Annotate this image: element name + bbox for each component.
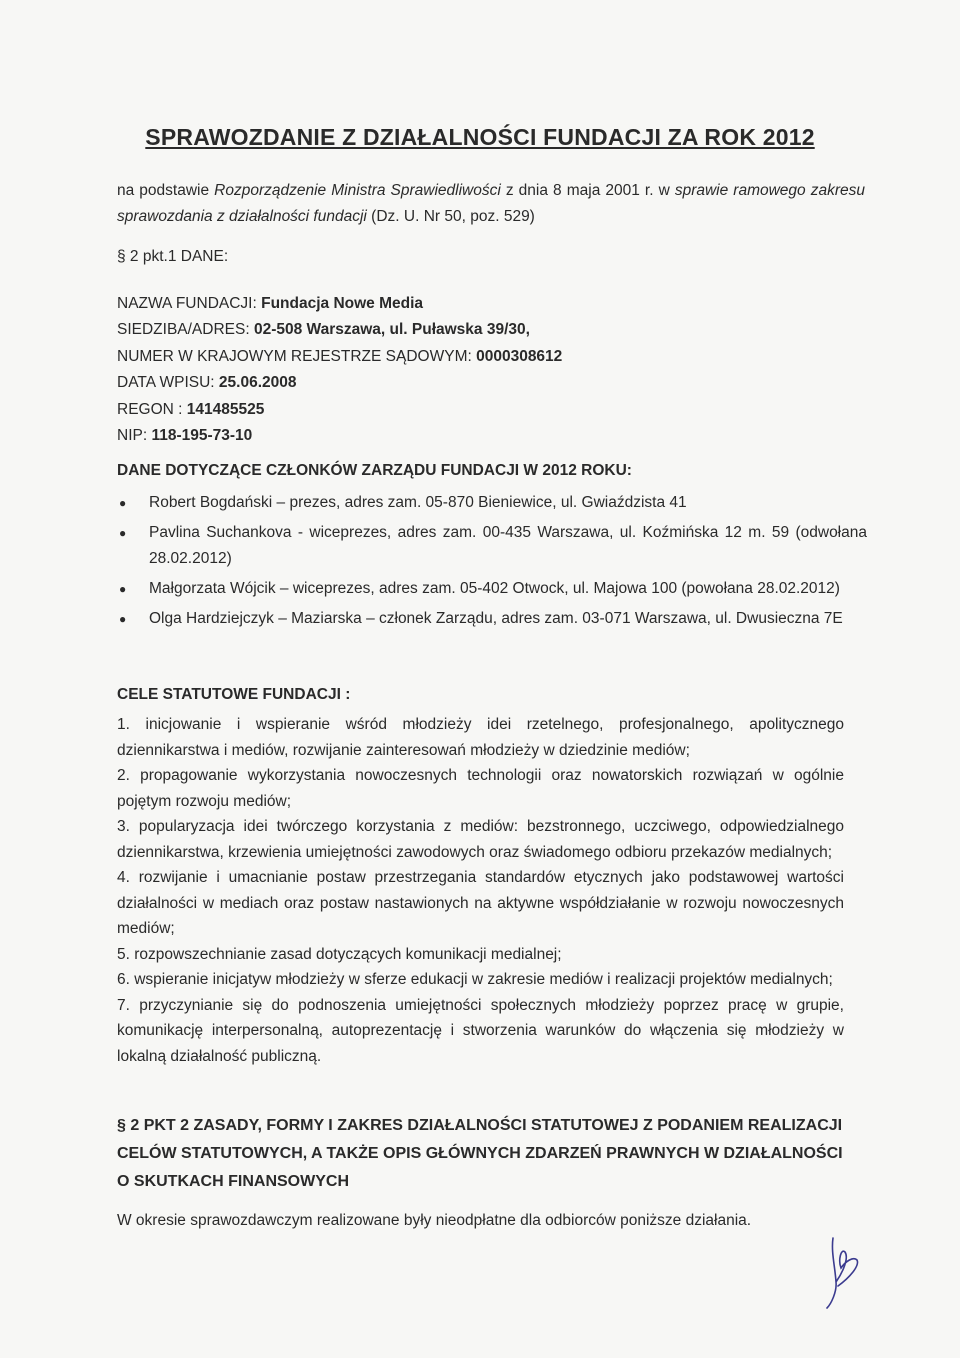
intro-regulation-scope: sprawie ramowego zakresu sprawozdania z działalności fundacji — [117, 182, 865, 225]
field-registration-date — [117, 370, 562, 397]
board-member: Pavlina Suchankova - wiceprezes, adres zam. 00-435 Warszawa, ul. Koźmińska 12 m. 59 (odwołana 28.02.2012) — [149, 524, 867, 567]
field-value: 141485525 — [186, 400, 265, 418]
list-item — [117, 576, 867, 602]
legal-basis-paragraph — [117, 178, 865, 230]
list-item: 7. przyczynianie się do podnoszenia umiejętności społecznych młodzieży poprzez pracę w grupie, komunikację interpersonalną, autoprezentację i stworzenia warunków do włączenia się młodzieży w lokalną działalność publiczną. — [117, 996, 844, 1065]
field-label: NUMER W KRAJOWYM REJESTRZE SĄDOWYM: — [117, 347, 477, 365]
bullet-icon: ● — [119, 582, 127, 596]
intro-regulation: Rozporządzenie Ministra Sprawiedliwości — [214, 182, 501, 199]
intro-suffix: (Dz. U. Nr 50, poz. 529) — [366, 208, 535, 225]
closing-paragraph: W okresie sprawozdawczym realizowane były nieodpłatne dla odbiorców poniższe działania. — [117, 1212, 752, 1229]
field-krs — [117, 344, 562, 371]
field-label: SIEDZIBA/ADRES: — [117, 321, 254, 338]
field-value: 25.06.2008 — [218, 374, 297, 391]
list-item: 1. inicjowanie i wspieranie wśród młodzieży idei rzetelnego, profesjonalnego, apolitycznego dziennikarstwa i mediów, rozwijanie zainteresowań młodzieży w dziedzinie mediów; — [117, 716, 844, 759]
field-name — [117, 291, 562, 318]
field-label: NIP: — [117, 427, 152, 444]
field-value: 118-195-73-10 — [151, 427, 253, 444]
list-item: 4. rozwijanie i umacnianie postaw przestrzegania standardów etycznych jako podstawowej wartości działalności w mediach oraz postaw nastawionych na aktywne współdziałanie w rozwoju nowoczesnych mediów; — [117, 869, 844, 937]
goals-list — [117, 712, 844, 1069]
document-title: SPRAWOZDANIE Z DZIAŁALNOŚCI FUNDACJI ZA ROK 2012 — [145, 124, 815, 150]
board-heading: DANE DOTYCZĄCE CZŁONKÓW ZARZĄDU FUNDACJI W 2012 ROKU: — [117, 462, 632, 479]
list-item: 6. wspieranie inicjatyw młodzieży w sferze edukacji w zakresie mediów i realizacji projektów medialnych; — [117, 971, 833, 988]
board-members-list — [117, 490, 867, 632]
board-member: Robert Bogdański – prezes, adres zam. 05-870 Bieniewice, ul. Gwiaździsta 41 — [149, 494, 687, 511]
board-member: Olga Hardziejczyk – Maziarska – członek Zarządu, adres zam. 03-071 Warszawa, ul. Dwusieczna 7E — [149, 610, 843, 627]
data-section — [117, 244, 562, 450]
goals-heading: CELE STATUTOWE FUNDACJI : — [117, 686, 351, 703]
board-member: Małgorzata Wójcik – wiceprezes, adres zam. 05-402 Otwock, ul. Majowa 100 (powołana 28.02.2012) — [149, 580, 840, 597]
signature-icon — [805, 1232, 865, 1312]
field-label: NAZWA FUNDACJI: — [117, 294, 262, 312]
bullet-icon: ● — [119, 496, 127, 510]
section-2-heading: § 2 PKT 2 ZASADY, FORMY I ZAKRES DZIAŁALNOŚCI STATUTOWEJ Z PODANIEM REALIZACJI CELÓW STATUTOWYCH, A TAKŻE OPIS GŁÓWNYCH ZDARZEŃ PRAWNYCH W DZIAŁALNOŚCI O SKUTKACH FINANSOWYCH — [117, 1117, 843, 1190]
field-value: 02-508 Warszawa, ul. Puławska 39/30, — [253, 321, 530, 338]
list-item — [117, 606, 867, 632]
list-item: 5. rozpowszechnianie zasad dotyczących komunikacji medialnej; — [117, 945, 562, 963]
data-heading: § 2 pkt.1 DANE: — [117, 248, 229, 265]
intro-mid: z dnia 8 maja 2001 r. w — [500, 182, 675, 199]
field-value: Fundacja Nowe Media — [261, 294, 424, 312]
list-item: 2. propagowanie wykorzystania nowoczesnych technologii oraz nowatorskich rozwiązań w ogólnie pojętym rozwoju mediów; — [117, 767, 844, 810]
field-nip — [117, 423, 562, 450]
list-item — [117, 490, 867, 516]
field-regon — [117, 397, 562, 424]
field-label: DATA WPISU: — [117, 374, 219, 391]
bullet-icon: ● — [119, 612, 127, 626]
intro-prefix: na podstawie — [117, 182, 215, 199]
bullet-icon: ● — [119, 526, 127, 540]
field-address — [117, 317, 562, 344]
field-value: 0000308612 — [476, 347, 563, 365]
field-label: REGON : — [117, 400, 187, 418]
list-item — [117, 520, 867, 572]
list-item: 3. popularyzacja idei twórczego korzystania z mediów: bezstronnego, uczciwego, odpowiedzialnego dziennikarstwa, krzewienia umiejętności zawodowych oraz świadomego odbioru przekazów medialnych; — [117, 818, 844, 861]
